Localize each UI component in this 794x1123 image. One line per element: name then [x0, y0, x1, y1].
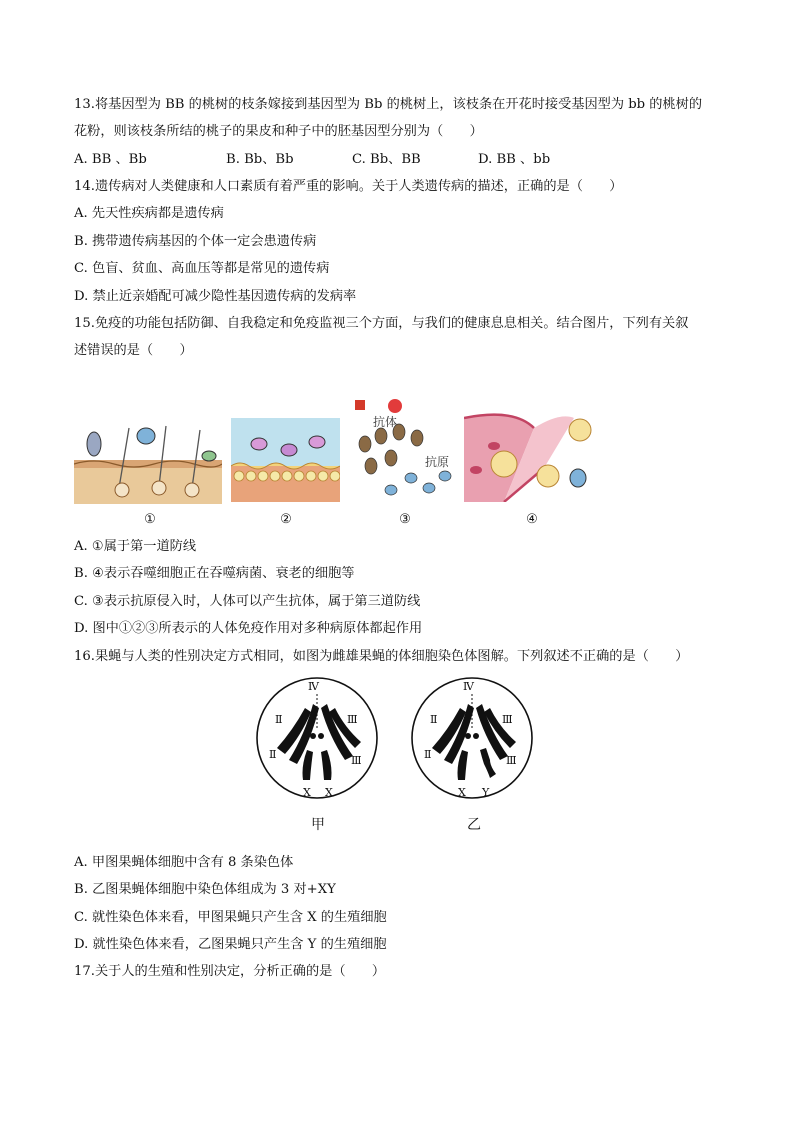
antigen-label: 抗原	[425, 455, 450, 469]
label-iii-bottom: Ⅲ	[506, 754, 517, 767]
q13-option-b[interactable]: B. Bb、Bb	[226, 152, 294, 167]
q13-stem-line2: 花粉，则该枝条所结的桃子的果皮和种子中的胚基因型分别为（ ）	[74, 124, 483, 139]
q15-stem-line1: 15.免疫的功能包括防御、自我稳定和免疫监视三个方面，与我们的健康息息相关。结合图片，下列有关叙	[74, 316, 689, 331]
q14-option-b[interactable]: B. 携带遗传病基因的个体一定会患遗传病	[74, 234, 317, 249]
q16-option-a[interactable]: A. 甲图果蝇体细胞中含有 8 条染色体	[74, 855, 294, 870]
q15-option-a[interactable]: A. ①属于第一道防线	[74, 539, 197, 554]
label-iii-top: Ⅲ	[502, 713, 513, 726]
label-y: Y	[482, 786, 490, 799]
karyotype-caption-yi: 乙	[467, 817, 481, 833]
figure-caption-2: ②	[280, 512, 292, 527]
karyotype-female	[255, 672, 379, 806]
q13-option-a[interactable]: A. BB 、Bb	[74, 152, 147, 167]
label-ii-top: Ⅱ	[430, 713, 438, 726]
q14-option-c[interactable]: C. 色盲、贫血、高血压等都是常见的遗传病	[74, 261, 330, 276]
q15-option-c[interactable]: C. ③表示抗原侵入时，人体可以产生抗体，属于第三道防线	[74, 594, 421, 609]
q15-stem-line2: 述错误的是（ ）	[74, 343, 193, 358]
q16-stem: 16.果蝇与人类的性别决定方式相同，如图为雌雄果蝇的体细胞染色体图解。下列叙述不正确的是（ ）	[74, 649, 689, 664]
figure-caption-4: ④	[526, 512, 538, 527]
label-ii-bottom: Ⅱ	[424, 748, 432, 761]
figure-mucosa	[231, 418, 340, 502]
q14-option-a[interactable]: A. 先天性疾病都是遗传病	[74, 206, 224, 221]
q16-option-b[interactable]: B. 乙图果蝇体细胞中染色体组成为 3 对+XY	[74, 882, 336, 897]
figure-antibody-antigen	[351, 396, 460, 502]
q15-option-b[interactable]: B. ④表示吞噬细胞正在吞噬病菌、衰老的细胞等	[74, 566, 355, 581]
q14-option-d[interactable]: D. 禁止近亲婚配可减少隐性基因遗传病的发病率	[74, 289, 357, 304]
label-iii-bottom: Ⅲ	[351, 754, 362, 767]
label-x-1: X	[303, 786, 311, 799]
label-iv: Ⅳ	[463, 680, 474, 693]
label-ii-bottom: Ⅱ	[269, 748, 277, 761]
q13-option-d[interactable]: D. BB 、bb	[478, 152, 551, 167]
antibody-label: 抗体	[373, 415, 398, 429]
q16-option-d[interactable]: D. 就性染色体来看，乙图果蝇只产生含 Y 的生殖细胞	[74, 937, 387, 952]
q17-stem: 17.关于人的生殖和性别决定，分析正确的是（ ）	[74, 964, 386, 979]
label-x: X	[458, 786, 466, 799]
q13-stem-line1: 13.将基因型为 BB 的桃树的枝条嫁接到基因型为 Bb 的桃树上，该枝条在开花时接受基因型为 bb 的桃树的	[74, 97, 703, 112]
label-iii-top: Ⅲ	[347, 713, 358, 726]
figure-caption-3: ③	[399, 512, 411, 527]
figure-phagocyte	[464, 408, 596, 502]
q16-option-c[interactable]: C. 就性染色体来看，甲图果蝇只产生含 X 的生殖细胞	[74, 910, 387, 925]
q15-option-d[interactable]: D. 图中①②③所表示的人体免疫作用对多种病原体都起作用	[74, 621, 423, 636]
figure-skin-barrier	[74, 408, 222, 504]
karyotype-male	[410, 672, 534, 806]
q14-stem: 14.遗传病对人类健康和人口素质有着严重的影响。关于人类遗传病的描述，正确的是（ ）	[74, 179, 623, 194]
label-iv: Ⅳ	[308, 680, 319, 693]
karyotype-caption-jia: 甲	[311, 817, 325, 833]
label-x-2: X	[325, 786, 333, 799]
figure-caption-1: ①	[144, 512, 156, 527]
q13-option-c[interactable]: C. Bb、BB	[352, 152, 421, 167]
label-ii-top: Ⅱ	[275, 713, 283, 726]
